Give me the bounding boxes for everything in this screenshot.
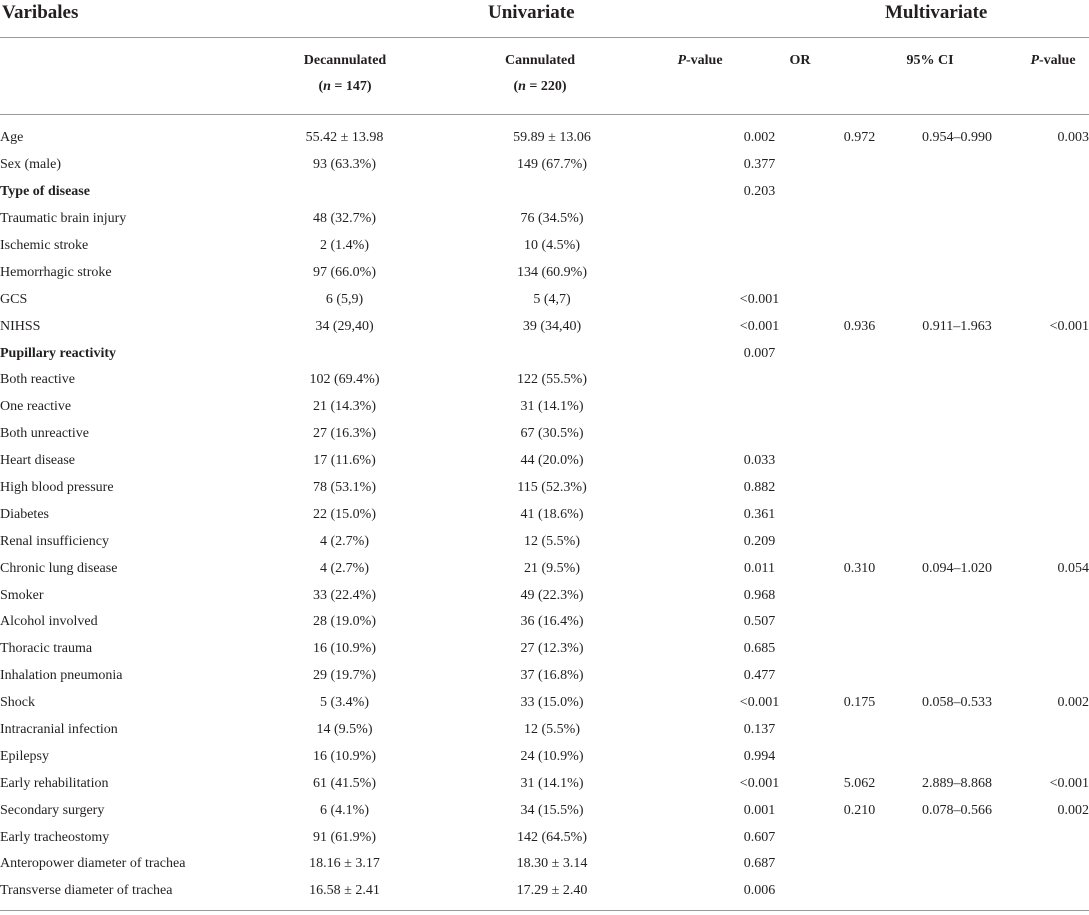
data-table [0,125,1089,905]
cell-can: 76 (34.5%) [520,211,584,227]
cell-or: 5.062 [843,775,876,791]
cell-var: NIHSS [0,318,41,334]
cell-p [697,367,822,394]
table-row [0,394,1089,421]
cell-can: 12 (5.5%) [524,533,580,549]
cell-var: Both reactive [0,372,76,388]
col-or: OR [789,53,811,68]
cell-dec: 28 (19.0%) [313,614,376,630]
cell-p2 [1017,824,1089,851]
table-row [0,125,1089,152]
cell-dec: 18.16 ± 3.17 [309,856,380,872]
cell-can: 115 (52.3%) [517,480,587,496]
cell-dec: 93 (63.3%) [313,157,376,173]
table-row [0,206,1089,233]
cell-or: 0.175 [843,695,876,711]
cell-p: <0.001 [739,695,780,711]
cell-p2 [1017,421,1089,448]
cell-p: 0.137 [743,722,776,738]
cell-p2 [1017,609,1089,636]
cell-p2 [1017,367,1089,394]
cell-var: GCS [0,291,28,307]
cell-p: 0.968 [743,587,776,603]
cell-dec: 17 (11.6%) [313,453,376,469]
cell-p2: <0.001 [1049,775,1089,791]
table-row [0,259,1089,286]
cell-p: 0.001 [743,802,776,818]
cell-ci [897,878,1017,905]
table-row [0,421,1089,448]
cell-can: 37 (16.8%) [520,668,584,684]
cell-or [822,528,897,555]
cell-var: Chronic lung disease [0,560,118,576]
cell-p [697,259,822,286]
cell-can: 122 (55.5%) [517,372,587,388]
table-row [0,475,1089,502]
cell-p: 0.361 [743,506,776,522]
cell-var: Inhalation pneumonia [0,668,123,684]
cell-or [822,824,897,851]
cell-dec: 97 (66.0%) [313,264,376,280]
cell-p: <0.001 [739,291,780,307]
cell-can: 36 (16.4%) [520,614,584,630]
table-row [0,528,1089,555]
cell-or [822,878,897,905]
cell-dec: 6 (5,9) [325,291,364,307]
cell-or [822,609,897,636]
cell-var: Epilepsy [0,748,49,764]
cell-ci [897,582,1017,609]
cell-p2 [1017,233,1089,260]
cell-p2 [1017,394,1089,421]
table-row [0,797,1089,824]
cell-ci [897,233,1017,260]
cell-dec: 29 (19.7%) [313,668,376,684]
cell-p2 [1017,878,1089,905]
cell-var: Pupillary reactivity [0,345,116,361]
cell-dec: 91 (61.9%) [313,829,376,845]
cell-or [822,501,897,528]
cell-p: 0.209 [743,533,776,549]
cell-var: Age [0,130,24,146]
table-group-header [0,0,1089,32]
cell-var: Shock [0,695,35,711]
cell-p2 [1017,851,1089,878]
cell-can [407,179,697,206]
cell-or [822,851,897,878]
cell-p2 [1017,179,1089,206]
table-row [0,313,1089,340]
cell-ci [897,259,1017,286]
cell-can: 49 (22.3%) [520,587,584,603]
cell-ci [897,448,1017,475]
cell-or [822,743,897,770]
cell-var: Smoker [0,587,44,603]
cell-var: Anteropower diameter of trachea [0,856,186,872]
cell-can [407,340,697,367]
cell-var: Sex (male) [0,157,62,173]
cell-p: 0.011 [744,560,775,576]
cell-p2 [1017,528,1089,555]
cell-dec [282,179,407,206]
cell-ci: 0.911–1.963 [922,318,992,334]
cell-var: Traumatic brain injury [0,211,127,227]
cell-var: Ischemic stroke [0,238,89,253]
table-row [0,878,1089,905]
table-row [0,340,1089,367]
cell-p: 0.203 [743,184,776,200]
cell-dec: 6 (4.1%) [320,802,369,818]
cell-dec: 61 (41.5%) [313,775,376,791]
cell-var: Type of disease [0,184,90,200]
col-cannulated-n: (n = 220) [513,79,567,94]
cell-dec: 4 (2.7%) [320,560,369,576]
cell-ci [897,367,1017,394]
cell-dec: 33 (22.4%) [313,587,376,603]
cell-p: 0.006 [743,883,776,899]
cell-ci [897,609,1017,636]
cell-p [697,421,822,448]
cell-p2: 0.054 [1057,560,1089,576]
cell-dec: 2 (1.4%) [320,238,369,253]
cell-or [822,233,897,260]
table-row [0,555,1089,582]
cell-p2 [1017,717,1089,744]
col-pvalue-multivariate: P-value [1030,53,1076,68]
cell-p: 0.033 [743,453,776,469]
cell-p: 0.687 [743,856,776,872]
cell-can: 142 (64.5%) [517,829,587,845]
cell-dec: 27 (16.3%) [313,426,376,442]
cell-var: One reactive [0,399,72,415]
table-row [0,609,1089,636]
cell-var: Alcohol involved [0,614,98,630]
cell-p2 [1017,259,1089,286]
cell-can: 17.29 ± 2.40 [516,883,588,899]
cell-can: 10 (4.5%) [524,238,580,253]
cell-ci: 0.954–0.990 [922,130,992,146]
cell-or [822,259,897,286]
cell-p: 0.507 [743,614,776,630]
cell-dec: 34 (29,40) [315,318,374,334]
table-row [0,770,1089,797]
cell-dec: 16 (10.9%) [313,641,376,657]
header-multivariate: Multivariate [885,2,988,23]
table-row [0,501,1089,528]
table-rule-bottom [0,910,1089,911]
cell-ci [897,206,1017,233]
cell-ci [897,663,1017,690]
cell-or [822,717,897,744]
cell-p: 0.007 [743,345,776,361]
cell-ci: 0.094–1.020 [922,560,992,576]
cell-p [697,394,822,421]
cell-or [822,448,897,475]
cell-p: 0.607 [743,829,776,845]
table-row [0,690,1089,717]
cell-ci [897,717,1017,744]
cell-p2 [1017,152,1089,179]
cell-can: 44 (20.0%) [520,453,584,469]
cell-p2 [1017,636,1089,663]
cell-or [822,286,897,313]
cell-can: 27 (12.3%) [520,641,584,657]
cell-p: <0.001 [739,775,780,791]
cell-var: Hemorrhagic stroke [0,264,112,280]
cell-p2 [1017,501,1089,528]
cell-or: 0.310 [843,560,876,576]
cell-dec: 5 (3.4%) [320,695,369,711]
cell-ci [897,394,1017,421]
cell-can: 31 (14.1%) [520,775,584,791]
header-variables: Varibales [2,2,79,23]
cell-var: Intracranial infection [0,722,118,738]
cell-or [822,421,897,448]
cell-var: Diabetes [0,506,49,522]
cell-ci [897,179,1017,206]
cell-var: Early rehabilitation [0,775,109,791]
cell-var: Renal insufficiency [0,533,109,549]
cell-can: 24 (10.9%) [520,748,584,764]
table-row [0,636,1089,663]
col-cannulated-label: Cannulated [504,53,576,68]
table-row [0,663,1089,690]
cell-dec: 22 (15.0%) [313,506,376,522]
col-decannulated-label: Decannulated [303,53,387,68]
cell-or [822,152,897,179]
cell-or [822,367,897,394]
table-row [0,824,1089,851]
cell-or [822,582,897,609]
table-column-header [0,42,1089,112]
cell-dec: 55.42 ± 13.98 [305,130,384,146]
cell-or: 0.210 [843,802,876,818]
cell-ci [897,528,1017,555]
cell-ci [897,824,1017,851]
cell-p [697,206,822,233]
cell-p: 0.994 [743,748,776,764]
cell-p2 [1017,582,1089,609]
cell-ci [897,501,1017,528]
cell-p2 [1017,663,1089,690]
cell-var: Transverse diameter of trachea [0,883,173,899]
cell-can: 21 (9.5%) [524,560,580,576]
cell-or [822,394,897,421]
cell-can: 149 (67.7%) [517,157,587,173]
cell-can: 31 (14.1%) [520,399,584,415]
cell-can: 67 (30.5%) [520,426,584,442]
cell-p2 [1017,206,1089,233]
cell-dec: 48 (32.7%) [313,211,376,227]
cell-p: 0.685 [743,641,776,657]
table-row [0,179,1089,206]
cell-p: 0.477 [743,668,776,684]
cell-p2: 0.002 [1057,802,1089,818]
table-row [0,152,1089,179]
cell-var: Early tracheostomy [0,829,110,845]
cell-p [697,233,822,260]
table-row [0,233,1089,260]
cell-dec: 16.58 ± 2.41 [309,883,380,899]
table-row [0,743,1089,770]
col-cannulated [480,48,600,100]
cell-p: <0.001 [739,318,780,334]
table-row [0,286,1089,313]
cell-or: 0.936 [843,318,876,334]
cell-ci [897,636,1017,663]
cell-or [822,206,897,233]
cell-p2 [1017,340,1089,367]
col-pvalue-univariate: P-value [677,53,723,68]
cell-ci [897,340,1017,367]
cell-p: 0.002 [743,130,776,146]
cell-or [822,636,897,663]
col-ci: 95% CI [906,53,954,68]
cell-var: Secondary surgery [0,802,105,818]
cell-p2: <0.001 [1049,318,1089,334]
cell-ci: 0.078–0.566 [922,802,992,818]
cell-p2 [1017,286,1089,313]
cell-ci [897,286,1017,313]
table-row [0,448,1089,475]
cell-dec [282,340,407,367]
cell-can: 33 (15.0%) [520,695,584,711]
cell-ci [897,152,1017,179]
cell-can: 34 (15.5%) [520,802,584,818]
cell-can: 39 (34,40) [522,318,582,334]
cell-ci [897,421,1017,448]
cell-p2: 0.002 [1057,695,1089,711]
cell-p: 0.882 [743,480,776,496]
cell-dec: 14 (9.5%) [316,722,373,738]
cell-p2 [1017,448,1089,475]
table-row [0,367,1089,394]
table-row [0,717,1089,744]
col-decannulated-n: (n = 147) [318,79,372,94]
cell-var: Thoracic trauma [0,641,93,657]
cell-can: 134 (60.9%) [517,264,587,280]
table-row [0,582,1089,609]
cell-var: Both unreactive [0,426,90,442]
cell-p2 [1017,743,1089,770]
cell-can: 18.30 ± 3.14 [516,856,588,872]
cell-dec: 16 (10.9%) [313,748,376,764]
cell-can: 59.89 ± 13.06 [513,130,591,146]
cell-ci [897,743,1017,770]
header-rule-top [0,37,1089,38]
cell-ci: 2.889–8.868 [922,775,992,791]
cell-or [822,340,897,367]
cell-var: High blood pressure [0,480,114,496]
table-row [0,851,1089,878]
cell-dec: 78 (53.1%) [313,480,376,496]
cell-p: 0.377 [743,157,776,173]
cell-dec: 21 (14.3%) [313,399,376,415]
cell-p2 [1017,475,1089,502]
header-univariate: Univariate [488,2,575,23]
cell-can: 12 (5.5%) [524,722,580,738]
cell-or: 0.972 [843,130,876,146]
cell-ci [897,475,1017,502]
cell-or [822,663,897,690]
cell-dec: 4 (2.7%) [320,533,369,549]
cell-ci: 0.058–0.533 [922,695,992,711]
cell-ci [897,851,1017,878]
cell-can: 41 (18.6%) [520,506,584,522]
col-decannulated [285,48,405,100]
cell-can: 5 (4,7) [533,291,571,307]
cell-or [822,475,897,502]
cell-p2: 0.003 [1057,130,1089,146]
cell-or [822,179,897,206]
cell-dec: 102 (69.4%) [309,372,380,388]
header-rule-bottom [0,114,1089,115]
cell-var: Heart disease [0,453,76,469]
